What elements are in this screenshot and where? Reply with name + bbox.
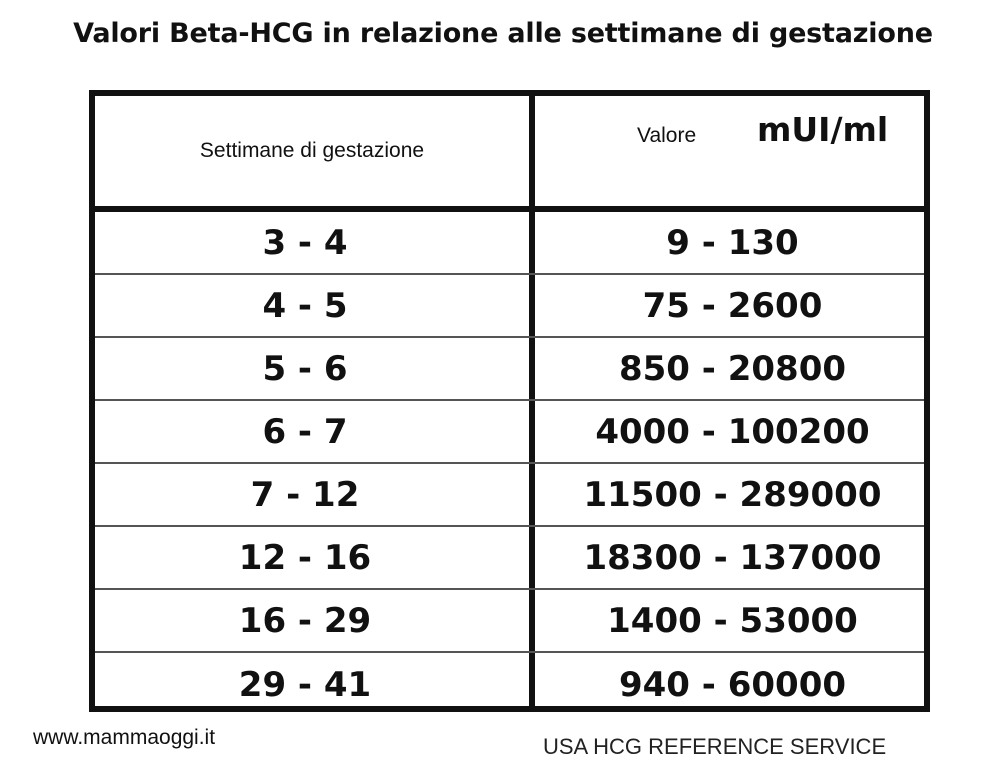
value-cell: 850 - 20800 bbox=[618, 348, 847, 389]
table-header bbox=[95, 96, 924, 206]
weeks-cell: 7 - 12 bbox=[250, 474, 360, 515]
weeks-cell: 12 - 16 bbox=[238, 537, 372, 578]
weeks-cell: 16 - 29 bbox=[238, 600, 372, 641]
weeks-cell: 5 - 6 bbox=[262, 348, 348, 389]
value-cell: 4000 - 100200 bbox=[595, 411, 870, 452]
table-row bbox=[95, 401, 924, 464]
header-value bbox=[535, 96, 930, 206]
table-row bbox=[95, 464, 924, 527]
hcg-table bbox=[89, 90, 930, 712]
weeks-cell: 4 - 5 bbox=[262, 285, 348, 326]
weeks-cell: 6 - 7 bbox=[262, 411, 348, 452]
website-credit: www.mammaoggi.it bbox=[33, 726, 216, 749]
header-weeks: Settimane di gestazione bbox=[199, 139, 425, 162]
table-row bbox=[95, 653, 924, 716]
table-row bbox=[95, 590, 924, 653]
value-cell: 75 - 2600 bbox=[642, 285, 823, 326]
value-cell: 1400 - 53000 bbox=[607, 600, 858, 641]
source-credit: USA HCG REFERENCE SERVICE bbox=[543, 734, 887, 759]
value-cell: 940 - 60000 bbox=[618, 664, 847, 705]
value-cell: 11500 - 289000 bbox=[583, 474, 882, 515]
weeks-cell: 3 - 4 bbox=[262, 222, 348, 263]
weeks-cell: 29 - 41 bbox=[238, 664, 372, 705]
value-cell: 18300 - 137000 bbox=[583, 537, 882, 578]
table-row bbox=[95, 527, 924, 590]
table-body bbox=[95, 212, 924, 716]
header-value-label: Valore bbox=[637, 124, 697, 147]
table-row bbox=[95, 275, 924, 338]
table-row bbox=[95, 338, 924, 401]
header-value-unit: mUI/ml bbox=[757, 110, 889, 149]
table-row bbox=[95, 212, 924, 275]
value-cell: 9 - 130 bbox=[666, 222, 799, 263]
page-title: Valori Beta-HCG in relazione alle settimane di gestazione bbox=[73, 18, 933, 49]
